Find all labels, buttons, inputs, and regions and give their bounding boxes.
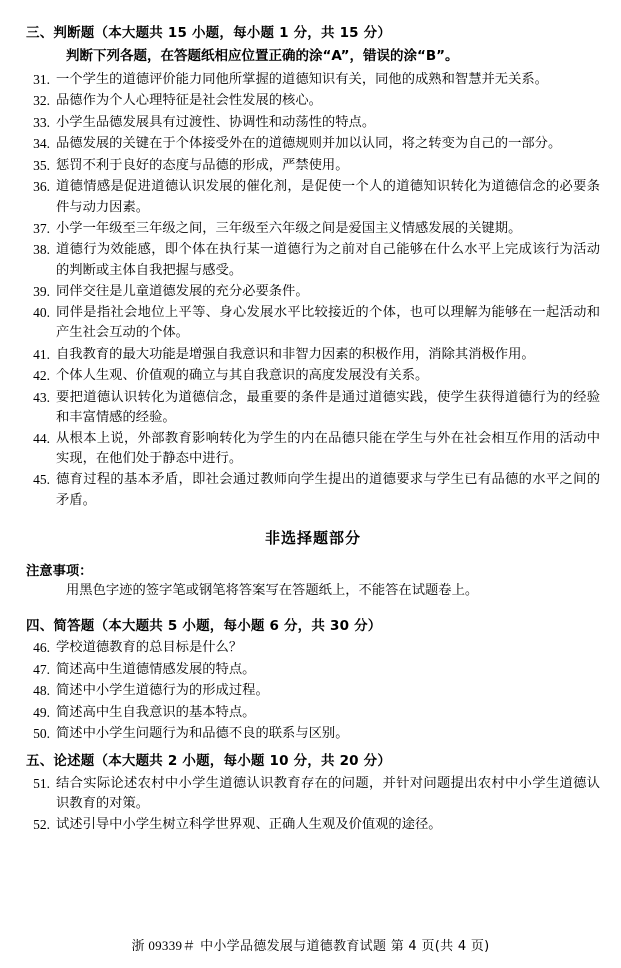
footer-page-number: 第 4 页(共 4 页)	[390, 939, 490, 954]
question-text: 个体人生观、价值观的确立与其自我意识的高度发展没有关系。	[56, 368, 429, 384]
question-number: 45.	[33, 472, 50, 488]
question-number: 50.	[33, 726, 50, 742]
section-instruction-judgement: 判断下列各题，在答题纸相应位置正确的涂“A”，错误的涂“B”。	[66, 47, 459, 64]
question-item	[26, 366, 600, 387]
question-text: 惩罚不利于良好的态度与品德的形成，严禁使用。	[56, 157, 349, 173]
question-item	[26, 156, 600, 177]
question-item	[26, 303, 600, 343]
question-item	[26, 703, 600, 724]
question-item	[26, 724, 600, 745]
notice-label: 注意事项：	[26, 563, 93, 579]
page-content	[26, 24, 600, 836]
question-text: 小学生品德发展具有过渡性、协调性和动荡性的特点。	[56, 114, 376, 130]
question-item	[26, 70, 600, 91]
question-text: 品德发展的关键在于个体接受外在的道德规则并加以认同，将之转变为自己的一部分。	[56, 136, 562, 152]
question-number: 44.	[33, 431, 50, 447]
question-number: 48.	[33, 683, 50, 699]
question-number: 31.	[33, 71, 50, 87]
question-item	[26, 134, 600, 155]
question-item	[26, 429, 600, 469]
question-text: 要把道德认识转化为道德信念，最重要的条件是通过道德实践，使学生获得道德行为的经验和丰富情感的经验。	[56, 389, 600, 425]
question-number: 51.	[33, 775, 50, 791]
question-number: 37.	[33, 220, 50, 236]
question-item	[26, 282, 600, 303]
question-number: 38.	[33, 242, 50, 258]
question-text: 简述高中生道德情感发展的特点。	[56, 661, 256, 677]
question-item	[26, 660, 600, 681]
notice-body: 用黑色字迹的签字笔或钢笔将答案写在答题纸上，不能答在试题卷上。	[66, 582, 479, 598]
footer-code: 浙 09339＃	[131, 938, 196, 953]
question-text: 简述高中生自我意识的基本特点。	[56, 704, 256, 720]
question-text: 道德情感是促进道德认识发展的催化剂，是促使一个人的道德知识转化为道德信念的必要条件与动力因素。	[56, 179, 600, 215]
question-number: 32.	[33, 93, 50, 109]
section-heading-short-answer: 四、简答题（本大题共 5 小题，每小题 6 分，共 30 分）	[26, 617, 382, 634]
non-choice-part-title: 非选择题部分	[264, 528, 361, 547]
section-heading-judgement: 三、判断题（本大题共 15 小题，每小题 1 分，共 15 分）	[26, 25, 392, 41]
question-item	[26, 177, 600, 217]
question-number: 43.	[33, 389, 50, 405]
question-number: 34.	[33, 136, 50, 152]
question-text: 一个学生的道德评价能力同他所掌握的道德知识有关，同他的成熟和智慧并无关系。	[56, 71, 548, 87]
question-number: 52.	[33, 816, 50, 832]
question-item	[26, 774, 600, 814]
question-number: 41.	[33, 346, 50, 362]
question-number: 33.	[33, 114, 50, 130]
question-text: 试述引导中小学生树立科学世界观、正确人生观及价值观的途径。	[56, 816, 442, 832]
question-item	[26, 470, 600, 510]
question-text: 简述中小学生道德行为的形成过程。	[56, 683, 269, 699]
question-number: 42.	[33, 368, 50, 384]
question-number: 46.	[33, 640, 50, 656]
question-item	[26, 113, 600, 134]
question-item	[26, 638, 600, 659]
question-item	[26, 681, 600, 702]
question-text: 品德作为个人心理特征是社会性发展的核心。	[56, 93, 322, 109]
question-number: 47.	[33, 661, 50, 677]
footer-title: 中小学品德发展与道德教育试题	[200, 939, 387, 954]
question-text: 同伴是指社会地位上平等、身心发展水平比较接近的个体，也可以理解为能够在一起活动和产生社会互动的个体。	[56, 305, 600, 341]
question-text: 小学一年级至三年级之间，三年级至六年级之间是爱国主义情感发展的关键期。	[56, 220, 522, 236]
question-item	[26, 91, 600, 112]
question-text: 自我教育的最大功能是增强自我意识和非智力因素的积极作用，消除其消极作用。	[56, 346, 535, 362]
page-footer	[0, 935, 621, 954]
question-text: 从根本上说，外部教育影响转化为学生的内在品德只能在学生与外在社会相互作用的活动中实现，在他们处于静态中进行。	[56, 431, 600, 467]
question-text: 结合实际论述农村中小学生道德认识教育存在的问题，并针对问题提出农村中小学生道德认识教育的对策。	[56, 775, 600, 811]
question-text: 道德行为效能感，即个体在执行某一道德行为之前对自己能够在什么水平上完成该行为活动的判断或主体自我把握与感受。	[56, 242, 600, 278]
section-heading-essay: 五、论述题（本大题共 2 小题，每小题 10 分，共 20 分）	[26, 752, 392, 769]
question-item	[26, 388, 600, 428]
question-number: 49.	[33, 704, 50, 720]
question-number: 36.	[33, 179, 50, 195]
question-number: 40.	[33, 305, 50, 321]
question-text: 学校道德教育的总目标是什么？	[56, 640, 243, 656]
question-item	[26, 240, 600, 280]
question-text: 简述中小学生问题行为和品德不良的联系与区别。	[56, 726, 349, 742]
question-text: 同伴交往是儿童道德发展的充分必要条件。	[56, 283, 309, 299]
question-item	[26, 219, 600, 240]
question-item	[26, 815, 600, 836]
question-number: 35.	[33, 157, 50, 173]
question-number: 39.	[33, 283, 50, 299]
question-text: 德育过程的基本矛盾，即社会通过教师向学生提出的道德要求与学生已有品德的水平之间的矛盾。	[56, 472, 600, 508]
question-item	[26, 345, 600, 366]
